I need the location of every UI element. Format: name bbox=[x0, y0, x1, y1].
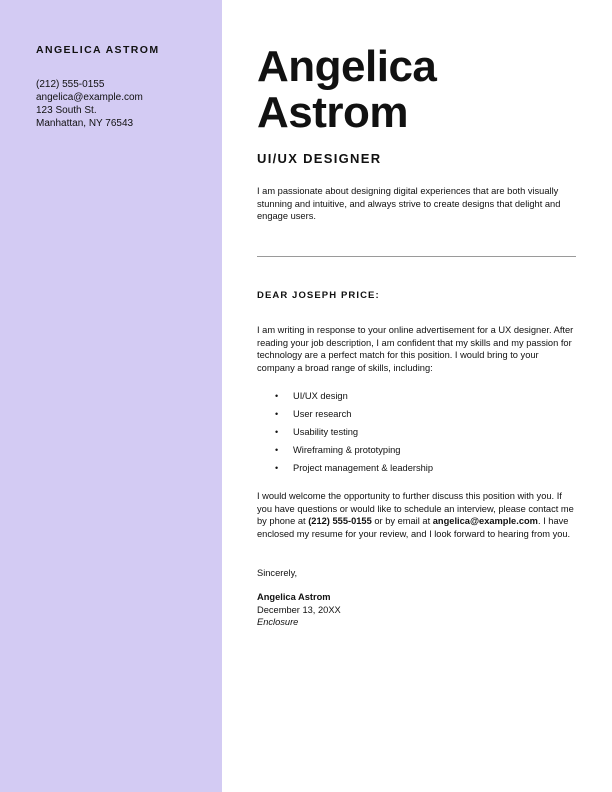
paragraph-contact-part3: . I have enclosed my resume for your review, and I look forward to hearing from you. bbox=[257, 516, 571, 540]
bullet-icon: • bbox=[275, 427, 279, 437]
paragraph-contact bbox=[257, 490, 577, 541]
paragraph-contact-email: angelica@example.com bbox=[432, 516, 538, 527]
summary-text: I am passionate about designing digital experiences that are both visually stunning and intuitive, and always strive to create designs that delight and engage users. bbox=[257, 186, 561, 222]
skill-label: Project management & leadership bbox=[293, 463, 434, 473]
job-title: UI/UX DESIGNER bbox=[257, 151, 382, 166]
enclosure-note: Enclosure bbox=[257, 617, 299, 628]
list-item bbox=[257, 423, 433, 441]
bullet-icon: • bbox=[275, 409, 279, 419]
skill-label: User research bbox=[293, 409, 352, 419]
skill-label: Usability testing bbox=[293, 427, 359, 437]
signature-date: December 13, 20XX bbox=[257, 604, 341, 615]
bullet-icon: • bbox=[275, 463, 279, 473]
first-name: Angelica bbox=[257, 42, 437, 91]
list-item bbox=[257, 405, 433, 423]
last-name: Astrom bbox=[257, 88, 409, 137]
list-item bbox=[257, 387, 433, 405]
paragraph-contact-part2: or by email at bbox=[371, 516, 433, 527]
contact-address-line1: 123 South St. bbox=[36, 105, 97, 116]
closing: Sincerely, bbox=[257, 568, 298, 578]
bullet-icon: • bbox=[275, 445, 279, 455]
signature-block bbox=[257, 591, 341, 629]
sidebar bbox=[0, 0, 222, 792]
contact-block bbox=[36, 78, 143, 130]
paragraph-contact-part1: I would welcome the opportunity to further discuss this position with you. If you have questions or would like to schedule an interview, please contact me by phone at bbox=[257, 491, 574, 527]
paragraph-intro: I am writing in response to your online advertisement for a UX designer. After reading your job description, I am confident that my skills and my passion for technology are a perfect match for this position. I would bring to your company a broad range of skills, including: bbox=[257, 325, 574, 374]
contact-phone: (212) 555-0155 bbox=[36, 79, 105, 90]
signature-name: Angelica Astrom bbox=[257, 592, 331, 602]
sidebar-name: ANGELICA ASTROM bbox=[36, 44, 160, 56]
contact-address-line2: Manhattan, NY 76543 bbox=[36, 118, 134, 129]
divider bbox=[257, 256, 576, 257]
skill-label: UI/UX design bbox=[293, 391, 348, 401]
bullet-icon: • bbox=[275, 391, 279, 401]
skills-list bbox=[257, 387, 433, 477]
list-item bbox=[257, 459, 433, 477]
page-title bbox=[257, 44, 577, 136]
contact-email: angelica@example.com bbox=[36, 92, 143, 103]
skill-label: Wireframing & prototyping bbox=[293, 445, 401, 455]
salutation: DEAR JOSEPH PRICE: bbox=[257, 290, 380, 301]
list-item bbox=[257, 441, 433, 459]
paragraph-contact-phone: (212) 555-0155 bbox=[308, 516, 372, 527]
